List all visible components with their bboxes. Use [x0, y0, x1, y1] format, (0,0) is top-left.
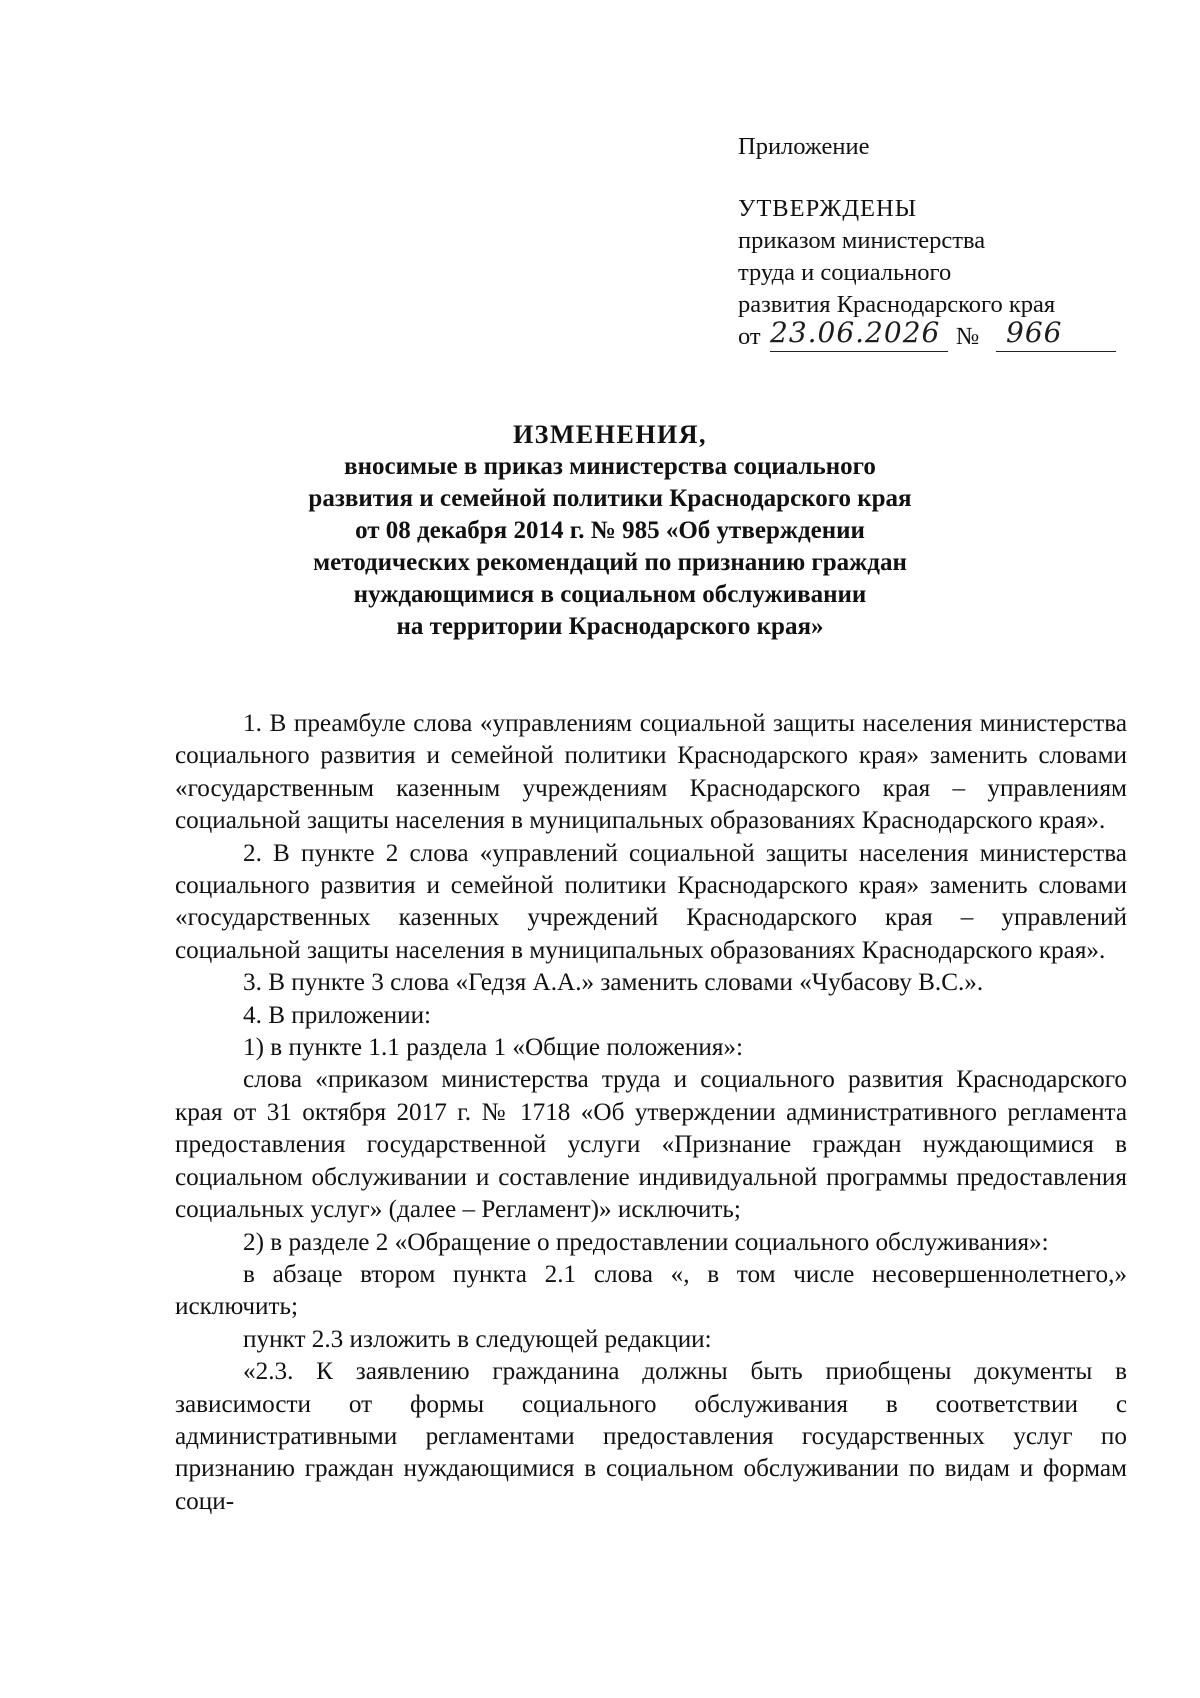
body-paragraph: 2) в разделе 2 «Обращение о предоставлении социального обслуживания»: [243, 1228, 1049, 1256]
title-line: развития и семейной политики Краснодарского края [308, 485, 912, 512]
number-label: № [956, 323, 980, 350]
title-line: вносимые в приказ министерства социального [344, 453, 876, 480]
document-body [175, 708, 1127, 1518]
body-paragraph: 2. В пункте 2 слова «управлений социальной защиты населения министерства социального развития и семейной политики Краснодарского края» заменить словами «государственных казенных учреждений Краснодарского края – управлений социальной защиты населения в муниципальных образованиях Краснодарского края». [175, 839, 1127, 964]
title-main: ИЗМЕНЕНИЯ, [512, 420, 708, 449]
approved-heading: УТВЕРЖДЕНЫ [738, 195, 918, 222]
approval-line: труда и социального [738, 259, 952, 286]
title-line: от 08 декабря 2014 г. № 985 «Об утверждении [355, 517, 865, 544]
approval-line: развития Краснодарского края [738, 291, 1056, 318]
body-paragraph: 4. В приложении: [243, 1001, 432, 1029]
title-line: методических рекомендаций по признанию граждан [313, 549, 907, 576]
body-paragraph: 3. В пункте 3 слова «Гедзя А.А.» заменить словами «Чубасову В.С.». [243, 969, 984, 997]
appendix-label: Приложение [738, 133, 870, 160]
date-prefix: от [738, 323, 761, 350]
body-paragraph: 1) в пункте 1.1 раздела 1 «Общие положения»: [243, 1034, 743, 1062]
handwritten-number: 966 [1006, 316, 1063, 349]
number-underline [996, 351, 1116, 352]
title-line: на территории Краснодарского края» [396, 613, 824, 640]
body-paragraph: в абзаце втором пункта 2.1 слова «, в том числе несовершеннолетнего,» исключить; [175, 1260, 1127, 1321]
body-paragraph: слова «приказом министерства труда и социального развития Краснодарского края от 31 октября 2017 г. № 1718 «Об утверждении административного регламента предоставления государственной услуги «Признание граждан нуждающимися в социальном обслуживании и составление индивидуальной программы предоставления социальных услуг» (далее – Регламент)» исключить; [175, 1066, 1127, 1224]
handwritten-date: 23.06.2026 [770, 316, 941, 349]
body-paragraph: пункт 2.3 изложить в следующей редакции: [243, 1325, 712, 1353]
approval-line: приказом министерства [738, 227, 986, 254]
title-line: нуждающимися в социальном обслуживании [353, 581, 867, 608]
body-paragraph: 1. В преамбуле слова «управлениям социальной защиты населения министерства социального развития и семейной политики Краснодарского края» заменить словами «государственным казенным учреждениям Краснодарского края – управлениям социальной защиты населения в муниципальных образованиях Краснодарского края». [175, 710, 1127, 835]
date-underline [770, 351, 948, 352]
body-paragraph: «2.3. К заявлению гражданина должны быть приобщены документы в зависимости от формы социального обслуживания в соответствии с административными регламентами предоставления государственных услуг по признанию граждан нуждающимися в социальном обслуживании по видам и формам соци- [175, 1358, 1127, 1515]
approval-block [738, 131, 1118, 355]
document-title [180, 419, 1040, 643]
order-date-number-line [738, 316, 1118, 355]
